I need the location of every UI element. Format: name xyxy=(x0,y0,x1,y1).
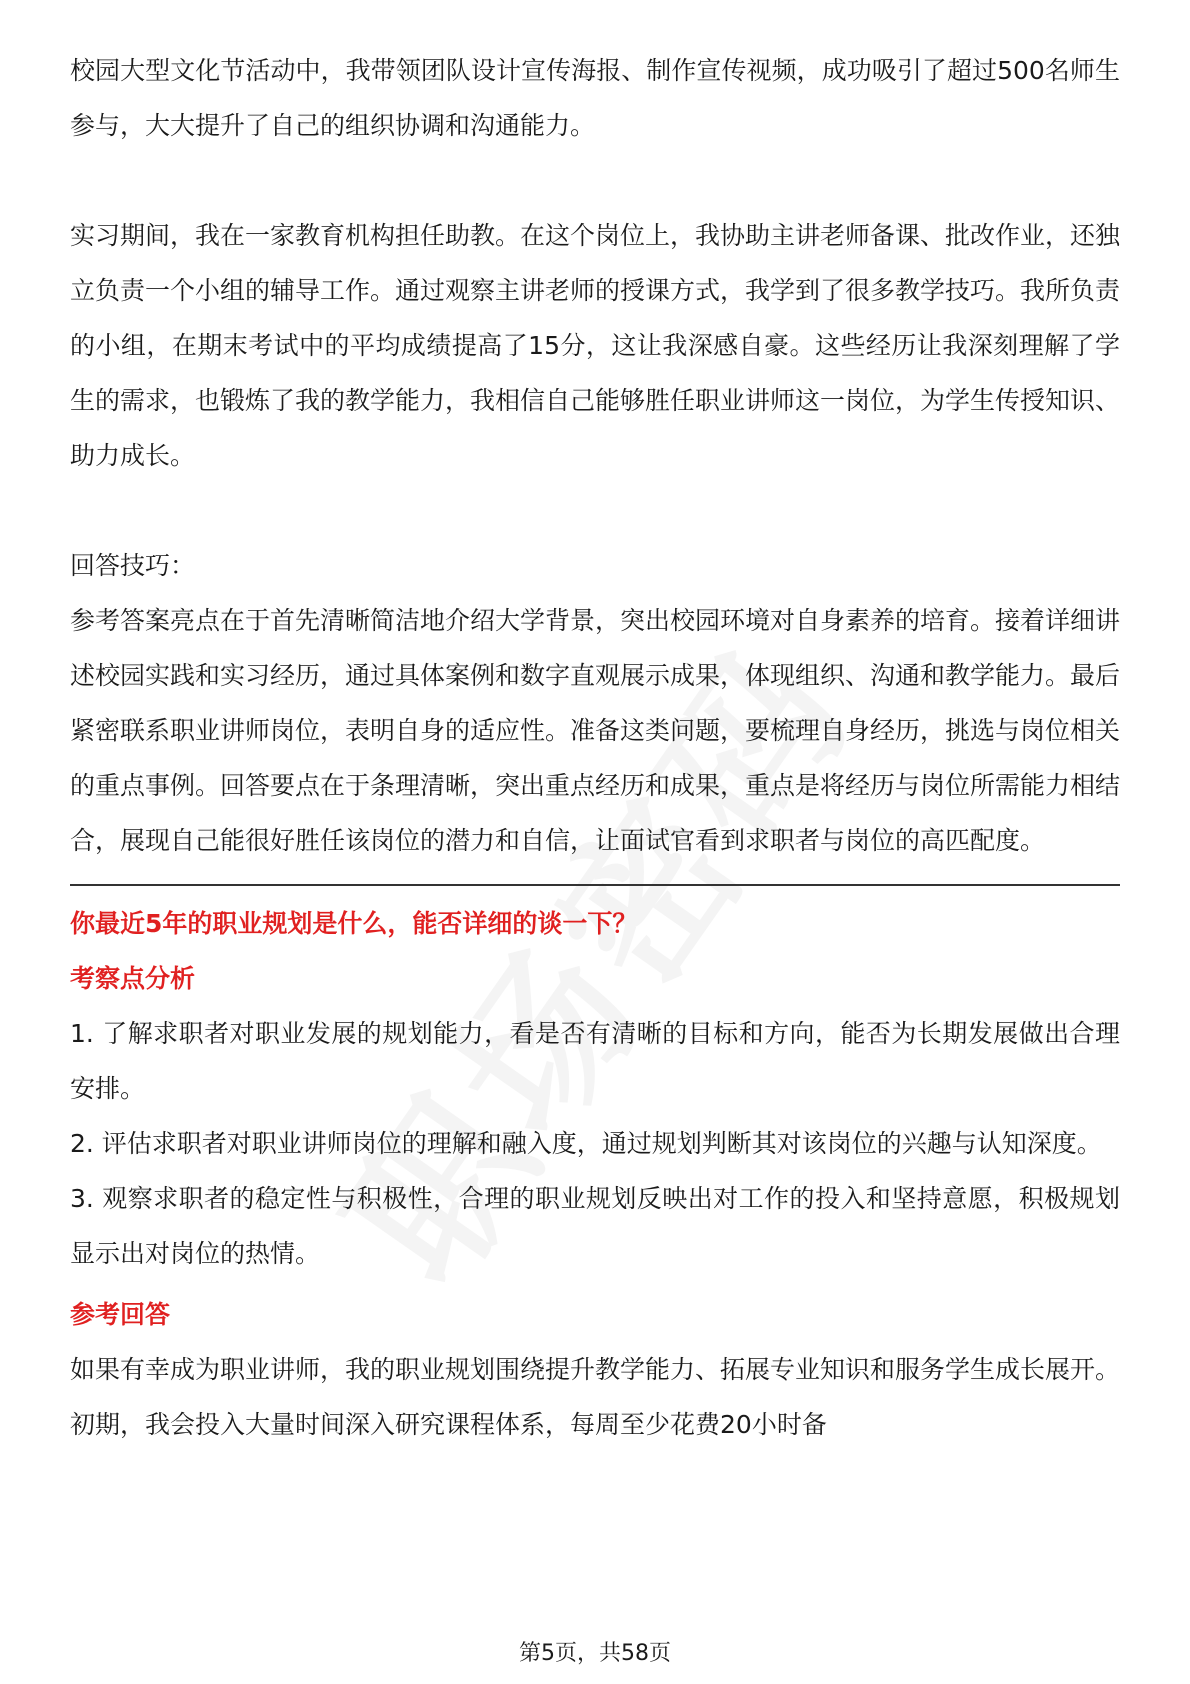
analysis-point-1: 1. 了解求职者对职业发展的规划能力，看是否有清晰的目标和方向，能否为长期发展做出合理安排。 xyxy=(70,1019,1120,1103)
reference-text: 如果有幸成为职业讲师，我的职业规划围绕提升教学能力、拓展专业知识和服务学生成长展开。初期，我会投入大量时间深入研究课程体系，每周至少花费20小时备 xyxy=(70,1355,1121,1439)
paragraph-campus-activity: 校园大型文化节活动中，我带领团队设计宣传海报、制作宣传视频，成功吸引了超过500名师生参与，大大提升了自己的组织协调和沟通能力。 xyxy=(70,56,1120,140)
question-heading: 你最近5年的职业规划是什么，能否详细的谈一下？ xyxy=(70,909,638,938)
tips-label: 回答技巧： xyxy=(70,551,196,580)
reference-title: 参考回答 xyxy=(70,1300,171,1329)
analysis-point-3: 3. 观察求职者的稳定性与积极性，合理的职业规划反映出对工作的投入和坚持意愿，积极规划显示出对岗位的热情。 xyxy=(70,1184,1120,1268)
page-footer: 第5页，共58页 xyxy=(519,1641,671,1666)
paragraph-internship: 实习期间，我在一家教育机构担任助教。在这个岗位上，我协助主讲老师备课、批改作业，还独立负责一个小组的辅导工作。通过观察主讲老师的授课方式，我学到了很多教学技巧。我所负责的小组，在期末考试中的平均成绩提高了15分，这让我深感自豪。这些经历让我深刻理解了学生的需求，也锻炼了我的教学能力，我相信自己能够胜任职业讲师这一岗位，为学生传授知识、助力成长。 xyxy=(70,221,1121,470)
analysis-point-2: 2. 评估求职者对职业讲师岗位的理解和融入度，通过规划判断其对该岗位的兴趣与认知深度。 xyxy=(70,1129,1102,1158)
page-content xyxy=(70,43,1120,1452)
analysis-title: 考察点分析 xyxy=(70,964,196,993)
section-divider xyxy=(70,884,1120,886)
tips-text: 参考答案亮点在于首先清晰简洁地介绍大学背景，突出校园环境对自身素养的培育。接着详细讲述校园实践和实习经历，通过具体案例和数字直观展示成果，体现组织、沟通和教学能力。最后紧密联系职业讲师岗位，表明自身的适应性。准备这类问题，要梳理自身经历，挑选与岗位相关的重点事例。回答要点在于条理清晰，突出重点经历和成果，重点是将经历与岗位所需能力相结合，展现自己能很好胜任该岗位的潜力和自信，让面试官看到求职者与岗位的高匹配度。 xyxy=(70,606,1121,855)
